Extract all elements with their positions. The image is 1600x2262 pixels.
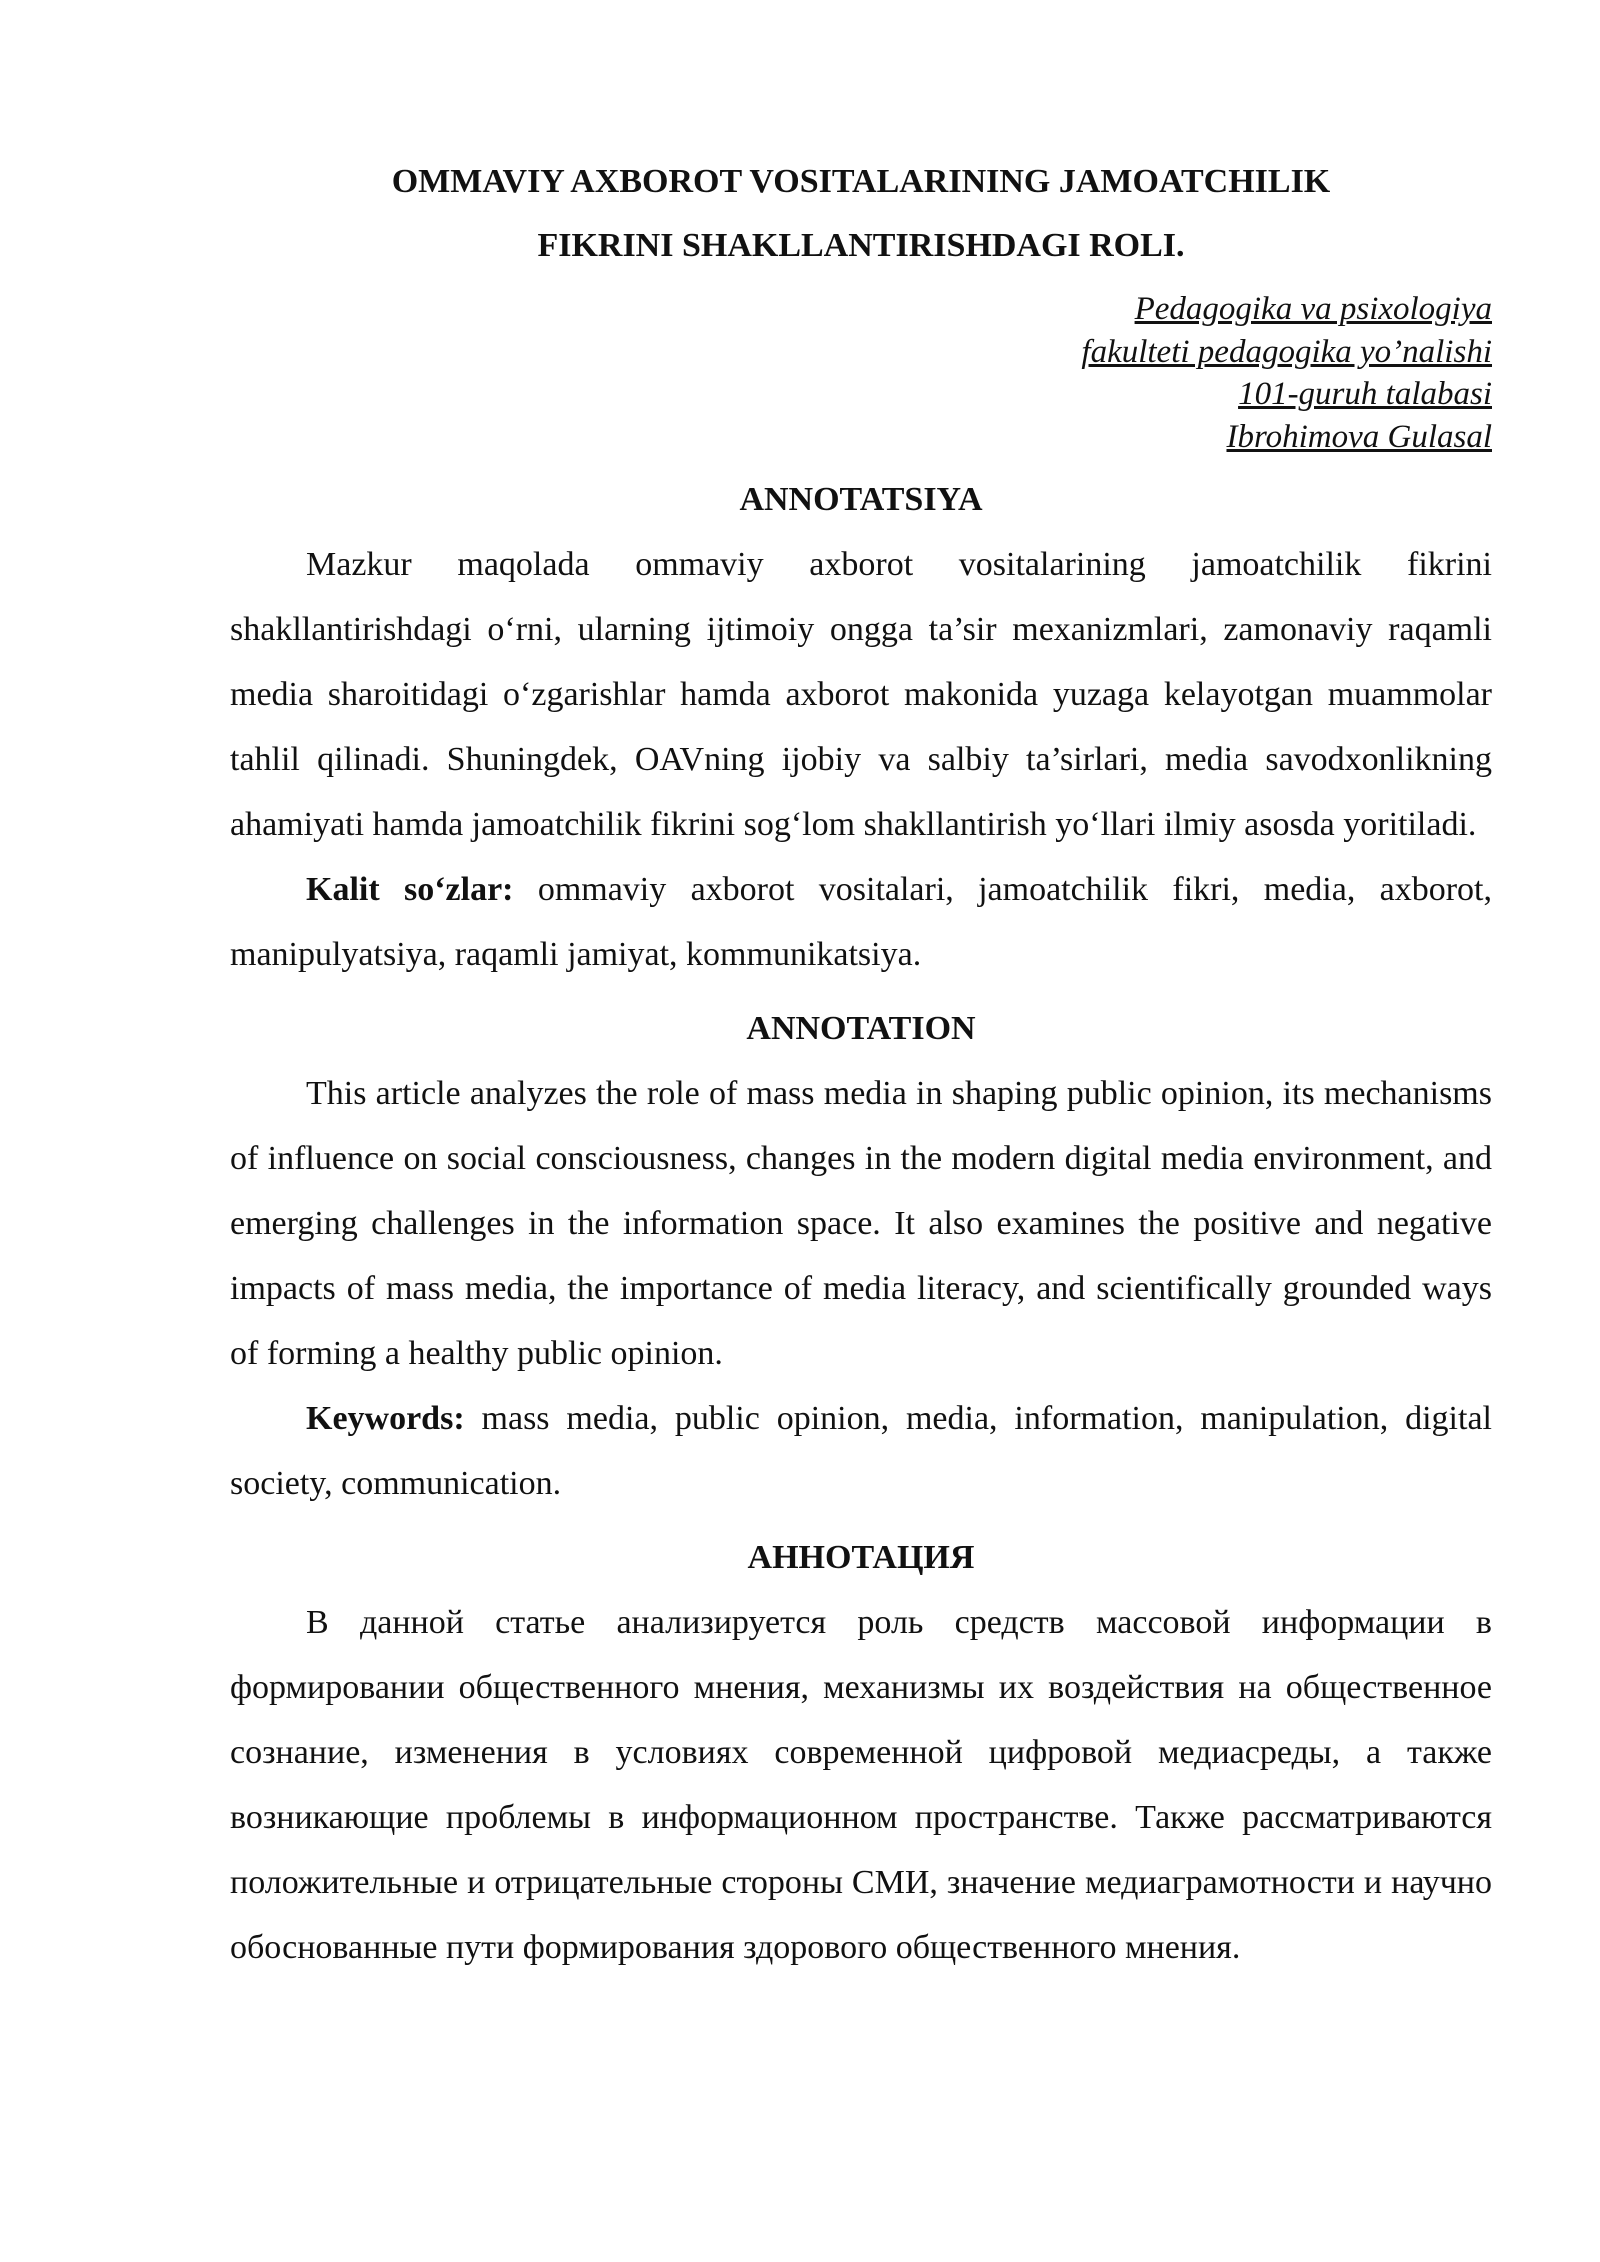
annotation-keywords-label: Keywords: bbox=[306, 1400, 465, 1437]
annotatsiya-heading: ANNOTATSIYA bbox=[739, 481, 983, 518]
author-group: 101-guruh talabasi bbox=[1238, 376, 1492, 412]
article-title-line-2: FIKRINI SHAKLLANTIRISHDAGI ROLI. bbox=[537, 227, 1185, 264]
annotation-keywords bbox=[230, 1386, 1492, 1516]
author-faculty-line-1: Pedagogika va psixologiya bbox=[1134, 291, 1492, 327]
author-name: Ibrohimova Gulasal bbox=[1226, 418, 1492, 455]
annotatsiya-text: Mazkur maqolada ommaviy axborot vositalarining jamoatchilik fikrini shakllantirishdagi o‘rni, ularning ijtimoiy ongga ta’sir mexanizmlari, zamonaviy raqamli media sharoitidagi o‘zgarishlar hamda axborot makonida yuzaga kelayotgan muammolar tahlil qilinadi. Shuningdek, OAVning ijobiy va salbiy ta’sirlari, media savodxonlikning ahamiyati hamda jamoatchilik fikrini sog‘lom shakllantirish yo‘llari ilmiy asosda yoritiladi. bbox=[230, 546, 1492, 843]
annotation-text: This article analyzes the role of mass media in shaping public opinion, its mechanisms of influence on social consciousness, changes in the modern digital media environment, and emerging challenges in the information space. It also examines the positive and negative impacts of mass media, the importance of media literacy, and scientifically grounded ways of forming a healthy public opinion. bbox=[230, 1075, 1492, 1372]
author-block bbox=[230, 288, 1492, 458]
annotatsiya-keywords bbox=[230, 857, 1492, 987]
author-faculty-line-2: fakulteti pedagogika yo’nalishi bbox=[1081, 333, 1492, 370]
annotaciya-ru-heading: АННОТАЦИЯ bbox=[747, 1539, 975, 1576]
document-page bbox=[230, 150, 1492, 1980]
annotation-keywords-list: mass media, public opinion, media, information, manipulation, digital society, communication. bbox=[230, 1400, 1492, 1502]
annotatsiya-keywords-list: ommaviy axborot vositalari, jamoatchilik fikri, media, axborot, manipulyatsiya, raqamli jamiyat, kommunikatsiya. bbox=[230, 871, 1492, 973]
annotaciya-ru-text: В данной статье анализируется роль средств массовой информации в формировании общественного мнения, механизмы их воздействия на общественное сознание, изменения в условиях современной цифровой медиасреды, а также возникающие проблемы в информационном пространстве. Также рассматриваются положительные и отрицательные стороны СМИ, значение медиаграмотности и научно обоснованные пути формирования здорового общественного мнения. bbox=[230, 1604, 1492, 1966]
article-title-line-1: OMMAVIY AXBOROT VOSITALARINING JAMOATCHILIK bbox=[391, 163, 1331, 200]
annotatsiya-keywords-label: Kalit so‘zlar: bbox=[306, 871, 514, 908]
article-title bbox=[230, 150, 1492, 278]
annotation-heading: ANNOTATION bbox=[746, 1010, 976, 1047]
